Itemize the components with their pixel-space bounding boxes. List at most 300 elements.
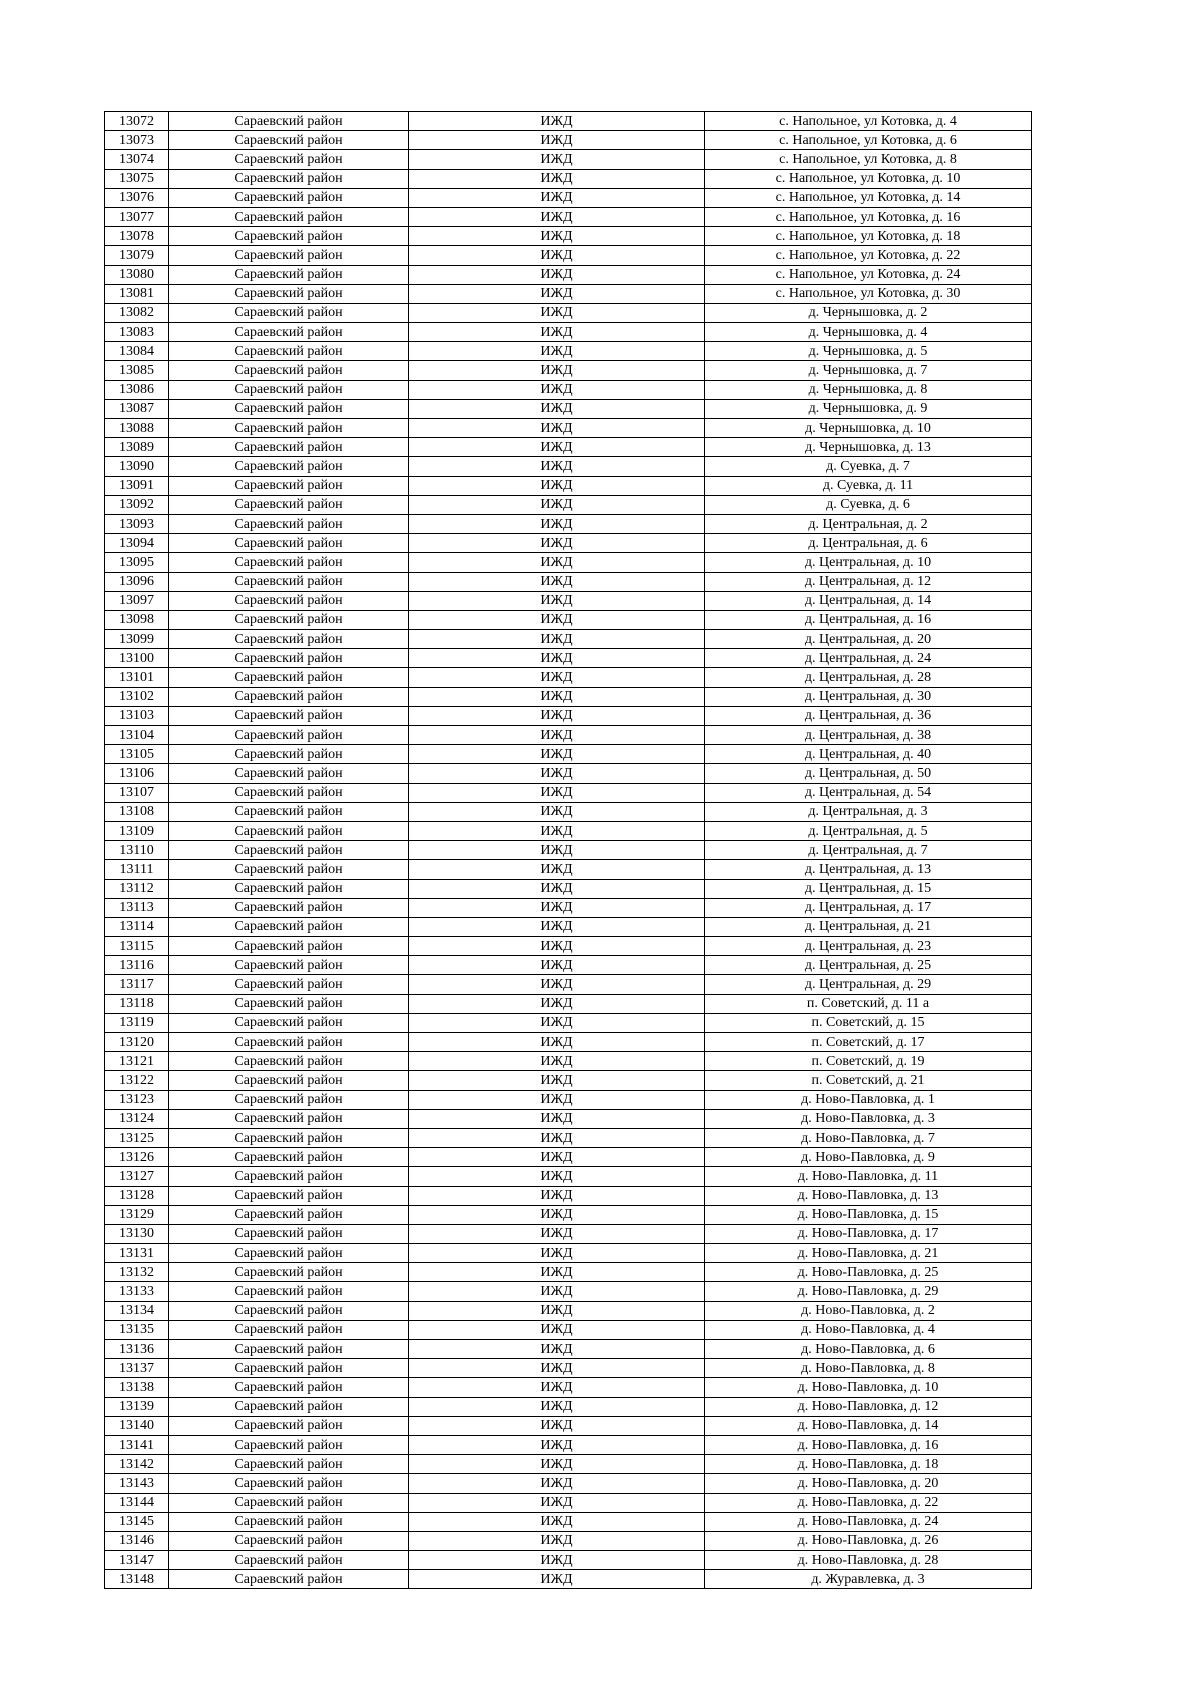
building-type-cell: ИЖД [409, 745, 705, 764]
address-cell: д. Ново-Павловка, д. 18 [705, 1455, 1032, 1474]
building-type-cell: ИЖД [409, 1359, 705, 1378]
district-cell: Сараевский район [169, 265, 409, 284]
building-type-cell: ИЖД [409, 610, 705, 629]
building-type-cell: ИЖД [409, 994, 705, 1013]
district-cell: Сараевский район [169, 706, 409, 725]
building-type-cell: ИЖД [409, 303, 705, 322]
building-type-cell: ИЖД [409, 169, 705, 188]
table-row [105, 1435, 1032, 1454]
building-type-cell: ИЖД [409, 188, 705, 207]
address-cell: д. Ново-Павловка, д. 29 [705, 1282, 1032, 1301]
district-cell: Сараевский район [169, 1359, 409, 1378]
building-type-cell: ИЖД [409, 860, 705, 879]
district-cell: Сараевский район [169, 227, 409, 246]
district-cell: Сараевский район [169, 879, 409, 898]
address-cell: п. Советский, д. 19 [705, 1052, 1032, 1071]
row-number-cell: 13091 [105, 476, 169, 495]
row-number-cell: 13138 [105, 1378, 169, 1397]
address-cell: д. Центральная, д. 10 [705, 553, 1032, 572]
address-cell: п. Советский, д. 17 [705, 1033, 1032, 1052]
row-number-cell: 13131 [105, 1244, 169, 1263]
district-cell: Сараевский район [169, 764, 409, 783]
building-type-cell: ИЖД [409, 1090, 705, 1109]
row-number-cell: 13075 [105, 169, 169, 188]
address-cell: д. Чернышовка, д. 7 [705, 361, 1032, 380]
building-type-cell: ИЖД [409, 227, 705, 246]
address-cell: д. Ново-Павловка, д. 1 [705, 1090, 1032, 1109]
building-type-cell: ИЖД [409, 553, 705, 572]
row-number-cell: 13129 [105, 1205, 169, 1224]
table-row [105, 1071, 1032, 1090]
table-row [105, 207, 1032, 226]
address-cell: д. Центральная, д. 20 [705, 630, 1032, 649]
table-row [105, 169, 1032, 188]
district-cell: Сараевский район [169, 150, 409, 169]
address-cell: п. Советский, д. 11 а [705, 994, 1032, 1013]
row-number-cell: 13113 [105, 898, 169, 917]
building-type-cell: ИЖД [409, 726, 705, 745]
table-row [105, 380, 1032, 399]
table-row [105, 1531, 1032, 1550]
table-row [105, 937, 1032, 956]
district-cell: Сараевский район [169, 1090, 409, 1109]
district-cell: Сараевский район [169, 1263, 409, 1282]
table-row [105, 246, 1032, 265]
district-cell: Сараевский район [169, 1109, 409, 1128]
row-number-cell: 13093 [105, 514, 169, 533]
district-cell: Сараевский район [169, 1340, 409, 1359]
row-number-cell: 13126 [105, 1148, 169, 1167]
address-cell: д. Центральная, д. 40 [705, 745, 1032, 764]
address-cell: с. Напольное, ул Котовка, д. 4 [705, 112, 1032, 131]
address-cell: п. Советский, д. 21 [705, 1071, 1032, 1090]
address-cell: д. Чернышовка, д. 8 [705, 380, 1032, 399]
table-row [105, 1033, 1032, 1052]
table-row [105, 630, 1032, 649]
building-type-cell: ИЖД [409, 534, 705, 553]
table-row [105, 1359, 1032, 1378]
address-cell: д. Чернышовка, д. 5 [705, 342, 1032, 361]
district-cell: Сараевский район [169, 975, 409, 994]
table-row [105, 1244, 1032, 1263]
district-cell: Сараевский район [169, 419, 409, 438]
table-row [105, 1109, 1032, 1128]
table-row [105, 1512, 1032, 1531]
building-type-cell: ИЖД [409, 764, 705, 783]
address-cell: д. Суевка, д. 6 [705, 495, 1032, 514]
building-type-cell: ИЖД [409, 956, 705, 975]
row-number-cell: 13100 [105, 649, 169, 668]
district-cell: Сараевский район [169, 917, 409, 936]
row-number-cell: 13116 [105, 956, 169, 975]
address-cell: д. Ново-Павловка, д. 8 [705, 1359, 1032, 1378]
address-cell: с. Напольное, ул Котовка, д. 10 [705, 169, 1032, 188]
district-cell: Сараевский район [169, 361, 409, 380]
table-row [105, 764, 1032, 783]
table-row [105, 1301, 1032, 1320]
table-row [105, 649, 1032, 668]
row-number-cell: 13118 [105, 994, 169, 1013]
address-cell: д. Ново-Павловка, д. 11 [705, 1167, 1032, 1186]
row-number-cell: 13077 [105, 207, 169, 226]
district-cell: Сараевский район [169, 303, 409, 322]
building-type-cell: ИЖД [409, 821, 705, 840]
row-number-cell: 13124 [105, 1109, 169, 1128]
building-type-cell: ИЖД [409, 1071, 705, 1090]
table-row [105, 1397, 1032, 1416]
address-cell: д. Ново-Павловка, д. 2 [705, 1301, 1032, 1320]
address-cell: д. Центральная, д. 30 [705, 687, 1032, 706]
building-type-cell: ИЖД [409, 361, 705, 380]
table-row [105, 534, 1032, 553]
address-cell: д. Чернышовка, д. 2 [705, 303, 1032, 322]
address-cell: с. Напольное, ул Котовка, д. 8 [705, 150, 1032, 169]
address-cell: д. Центральная, д. 38 [705, 726, 1032, 745]
district-cell: Сараевский район [169, 131, 409, 150]
table-row [105, 150, 1032, 169]
district-cell: Сараевский район [169, 783, 409, 802]
table-row [105, 399, 1032, 418]
district-cell: Сараевский район [169, 1013, 409, 1032]
address-cell: д. Центральная, д. 17 [705, 898, 1032, 917]
building-type-cell: ИЖД [409, 1474, 705, 1493]
district-cell: Сараевский район [169, 802, 409, 821]
row-number-cell: 13145 [105, 1512, 169, 1531]
district-cell: Сараевский район [169, 1378, 409, 1397]
building-type-cell: ИЖД [409, 1033, 705, 1052]
address-cell: д. Центральная, д. 6 [705, 534, 1032, 553]
table-row [105, 917, 1032, 936]
table-row [105, 131, 1032, 150]
row-number-cell: 13088 [105, 419, 169, 438]
table-row [105, 745, 1032, 764]
row-number-cell: 13139 [105, 1397, 169, 1416]
table-row [105, 879, 1032, 898]
row-number-cell: 13099 [105, 630, 169, 649]
table-row [105, 342, 1032, 361]
address-cell: д. Ново-Павловка, д. 25 [705, 1263, 1032, 1282]
building-type-cell: ИЖД [409, 1128, 705, 1147]
table-row [105, 553, 1032, 572]
row-number-cell: 13137 [105, 1359, 169, 1378]
row-number-cell: 13133 [105, 1282, 169, 1301]
row-number-cell: 13094 [105, 534, 169, 553]
row-number-cell: 13086 [105, 380, 169, 399]
district-cell: Сараевский район [169, 937, 409, 956]
table-row [105, 227, 1032, 246]
row-number-cell: 13147 [105, 1551, 169, 1570]
building-type-cell: ИЖД [409, 687, 705, 706]
district-cell: Сараевский район [169, 1493, 409, 1512]
district-cell: Сараевский район [169, 745, 409, 764]
table-row [105, 572, 1032, 591]
address-cell: д. Ново-Павловка, д. 14 [705, 1416, 1032, 1435]
address-cell: д. Центральная, д. 7 [705, 841, 1032, 860]
district-cell: Сараевский район [169, 1397, 409, 1416]
address-cell: д. Ново-Павловка, д. 26 [705, 1531, 1032, 1550]
district-cell: Сараевский район [169, 1186, 409, 1205]
building-type-cell: ИЖД [409, 1109, 705, 1128]
table-row [105, 1205, 1032, 1224]
building-type-cell: ИЖД [409, 438, 705, 457]
row-number-cell: 13119 [105, 1013, 169, 1032]
table-row [105, 1378, 1032, 1397]
district-cell: Сараевский район [169, 1167, 409, 1186]
address-cell: д. Центральная, д. 14 [705, 591, 1032, 610]
table-row [105, 726, 1032, 745]
district-cell: Сараевский район [169, 726, 409, 745]
table-row [105, 419, 1032, 438]
address-cell: д. Центральная, д. 50 [705, 764, 1032, 783]
district-cell: Сараевский район [169, 207, 409, 226]
building-type-cell: ИЖД [409, 879, 705, 898]
district-cell: Сараевский район [169, 1224, 409, 1243]
district-cell: Сараевский район [169, 284, 409, 303]
address-cell: д. Ново-Павловка, д. 21 [705, 1244, 1032, 1263]
address-cell: д. Ново-Павловка, д. 28 [705, 1551, 1032, 1570]
address-cell: д. Центральная, д. 12 [705, 572, 1032, 591]
district-cell: Сараевский район [169, 610, 409, 629]
building-type-cell: ИЖД [409, 419, 705, 438]
row-number-cell: 13096 [105, 572, 169, 591]
address-cell: д. Ново-Павловка, д. 6 [705, 1340, 1032, 1359]
address-cell: д. Центральная, д. 13 [705, 860, 1032, 879]
district-cell: Сараевский район [169, 380, 409, 399]
building-type-cell: ИЖД [409, 342, 705, 361]
row-number-cell: 13095 [105, 553, 169, 572]
table-row [105, 898, 1032, 917]
row-number-cell: 13092 [105, 495, 169, 514]
address-cell: д. Ново-Павловка, д. 4 [705, 1320, 1032, 1339]
address-cell: с. Напольное, ул Котовка, д. 18 [705, 227, 1032, 246]
row-number-cell: 13122 [105, 1071, 169, 1090]
district-cell: Сараевский район [169, 476, 409, 495]
district-cell: Сараевский район [169, 112, 409, 131]
address-cell: д. Чернышовка, д. 4 [705, 323, 1032, 342]
building-type-cell: ИЖД [409, 917, 705, 936]
building-type-cell: ИЖД [409, 975, 705, 994]
table-row [105, 1282, 1032, 1301]
district-cell: Сараевский район [169, 1033, 409, 1052]
building-type-cell: ИЖД [409, 1551, 705, 1570]
building-type-cell: ИЖД [409, 457, 705, 476]
address-cell: д. Ново-Павловка, д. 7 [705, 1128, 1032, 1147]
address-cell: д. Ново-Павловка, д. 24 [705, 1512, 1032, 1531]
table-row [105, 303, 1032, 322]
address-cell: д. Центральная, д. 23 [705, 937, 1032, 956]
table-row [105, 1493, 1032, 1512]
address-cell: д. Центральная, д. 15 [705, 879, 1032, 898]
district-cell: Сараевский район [169, 898, 409, 917]
district-cell: Сараевский район [169, 841, 409, 860]
table-row [105, 1320, 1032, 1339]
district-cell: Сараевский район [169, 1512, 409, 1531]
building-type-cell: ИЖД [409, 1244, 705, 1263]
building-type-cell: ИЖД [409, 1455, 705, 1474]
row-number-cell: 13128 [105, 1186, 169, 1205]
district-cell: Сараевский район [169, 860, 409, 879]
building-type-cell: ИЖД [409, 1378, 705, 1397]
row-number-cell: 13146 [105, 1531, 169, 1550]
district-cell: Сараевский район [169, 668, 409, 687]
district-cell: Сараевский район [169, 169, 409, 188]
address-cell: с. Напольное, ул Котовка, д. 22 [705, 246, 1032, 265]
district-cell: Сараевский район [169, 246, 409, 265]
row-number-cell: 13109 [105, 821, 169, 840]
district-cell: Сараевский район [169, 1551, 409, 1570]
address-table-body [105, 112, 1032, 1589]
address-cell: д. Чернышовка, д. 9 [705, 399, 1032, 418]
address-cell: д. Ново-Павловка, д. 3 [705, 1109, 1032, 1128]
row-number-cell: 13090 [105, 457, 169, 476]
row-number-cell: 13101 [105, 668, 169, 687]
district-cell: Сараевский район [169, 1474, 409, 1493]
address-cell: д. Суевка, д. 11 [705, 476, 1032, 495]
building-type-cell: ИЖД [409, 1263, 705, 1282]
row-number-cell: 13144 [105, 1493, 169, 1512]
address-cell: с. Напольное, ул Котовка, д. 14 [705, 188, 1032, 207]
district-cell: Сараевский район [169, 687, 409, 706]
building-type-cell: ИЖД [409, 246, 705, 265]
table-row [105, 1551, 1032, 1570]
table-row [105, 1474, 1032, 1493]
district-cell: Сараевский район [169, 1416, 409, 1435]
table-row [105, 438, 1032, 457]
building-type-cell: ИЖД [409, 937, 705, 956]
address-cell: д. Центральная, д. 36 [705, 706, 1032, 725]
district-cell: Сараевский район [169, 1531, 409, 1550]
district-cell: Сараевский район [169, 1071, 409, 1090]
district-cell: Сараевский район [169, 438, 409, 457]
table-row [105, 1128, 1032, 1147]
district-cell: Сараевский район [169, 1128, 409, 1147]
district-cell: Сараевский район [169, 188, 409, 207]
row-number-cell: 13142 [105, 1455, 169, 1474]
row-number-cell: 13105 [105, 745, 169, 764]
address-cell: д. Ново-Павловка, д. 20 [705, 1474, 1032, 1493]
table-row [105, 323, 1032, 342]
building-type-cell: ИЖД [409, 630, 705, 649]
district-cell: Сараевский район [169, 1052, 409, 1071]
address-cell: д. Центральная, д. 54 [705, 783, 1032, 802]
building-type-cell: ИЖД [409, 783, 705, 802]
building-type-cell: ИЖД [409, 1397, 705, 1416]
building-type-cell: ИЖД [409, 1493, 705, 1512]
building-type-cell: ИЖД [409, 1167, 705, 1186]
district-cell: Сараевский район [169, 821, 409, 840]
table-row [105, 841, 1032, 860]
row-number-cell: 13141 [105, 1435, 169, 1454]
row-number-cell: 13106 [105, 764, 169, 783]
table-row [105, 514, 1032, 533]
district-cell: Сараевский район [169, 956, 409, 975]
table-row [105, 188, 1032, 207]
district-cell: Сараевский район [169, 457, 409, 476]
district-cell: Сараевский район [169, 1148, 409, 1167]
table-row [105, 1186, 1032, 1205]
building-type-cell: ИЖД [409, 265, 705, 284]
district-cell: Сараевский район [169, 495, 409, 514]
row-number-cell: 13081 [105, 284, 169, 303]
row-number-cell: 13097 [105, 591, 169, 610]
table-row [105, 975, 1032, 994]
building-type-cell: ИЖД [409, 495, 705, 514]
district-cell: Сараевский район [169, 1320, 409, 1339]
district-cell: Сараевский район [169, 1570, 409, 1589]
building-type-cell: ИЖД [409, 1013, 705, 1032]
row-number-cell: 13130 [105, 1224, 169, 1243]
row-number-cell: 13115 [105, 937, 169, 956]
building-type-cell: ИЖД [409, 1148, 705, 1167]
row-number-cell: 13117 [105, 975, 169, 994]
row-number-cell: 13098 [105, 610, 169, 629]
address-cell: д. Ново-Павловка, д. 15 [705, 1205, 1032, 1224]
row-number-cell: 13111 [105, 860, 169, 879]
building-type-cell: ИЖД [409, 1531, 705, 1550]
building-type-cell: ИЖД [409, 112, 705, 131]
building-type-cell: ИЖД [409, 1435, 705, 1454]
row-number-cell: 13072 [105, 112, 169, 131]
building-type-cell: ИЖД [409, 1224, 705, 1243]
district-cell: Сараевский район [169, 514, 409, 533]
building-type-cell: ИЖД [409, 649, 705, 668]
building-type-cell: ИЖД [409, 1570, 705, 1589]
row-number-cell: 13120 [105, 1033, 169, 1052]
table-row [105, 802, 1032, 821]
building-type-cell: ИЖД [409, 841, 705, 860]
table-row [105, 265, 1032, 284]
district-cell: Сараевский район [169, 399, 409, 418]
district-cell: Сараевский район [169, 572, 409, 591]
row-number-cell: 13076 [105, 188, 169, 207]
address-table [104, 111, 1032, 1589]
table-row [105, 1224, 1032, 1243]
address-cell: с. Напольное, ул Котовка, д. 24 [705, 265, 1032, 284]
row-number-cell: 13112 [105, 879, 169, 898]
row-number-cell: 13140 [105, 1416, 169, 1435]
table-row [105, 1052, 1032, 1071]
row-number-cell: 13125 [105, 1128, 169, 1147]
district-cell: Сараевский район [169, 1435, 409, 1454]
address-cell: с. Напольное, ул Котовка, д. 16 [705, 207, 1032, 226]
address-cell: д. Ново-Павловка, д. 12 [705, 1397, 1032, 1416]
address-cell: д. Ново-Павловка, д. 13 [705, 1186, 1032, 1205]
address-cell: д. Ново-Павловка, д. 9 [705, 1148, 1032, 1167]
row-number-cell: 13074 [105, 150, 169, 169]
building-type-cell: ИЖД [409, 1052, 705, 1071]
building-type-cell: ИЖД [409, 1186, 705, 1205]
row-number-cell: 13127 [105, 1167, 169, 1186]
address-cell: д. Центральная, д. 28 [705, 668, 1032, 687]
building-type-cell: ИЖД [409, 1512, 705, 1531]
table-row [105, 361, 1032, 380]
row-number-cell: 13102 [105, 687, 169, 706]
district-cell: Сараевский район [169, 1205, 409, 1224]
building-type-cell: ИЖД [409, 207, 705, 226]
district-cell: Сараевский район [169, 1282, 409, 1301]
table-row [105, 860, 1032, 879]
district-cell: Сараевский район [169, 1455, 409, 1474]
row-number-cell: 13114 [105, 917, 169, 936]
address-cell: с. Напольное, ул Котовка, д. 30 [705, 284, 1032, 303]
address-cell: д. Центральная, д. 25 [705, 956, 1032, 975]
building-type-cell: ИЖД [409, 591, 705, 610]
table-row [105, 495, 1032, 514]
building-type-cell: ИЖД [409, 323, 705, 342]
row-number-cell: 13082 [105, 303, 169, 322]
address-cell: д. Центральная, д. 29 [705, 975, 1032, 994]
building-type-cell: ИЖД [409, 1282, 705, 1301]
